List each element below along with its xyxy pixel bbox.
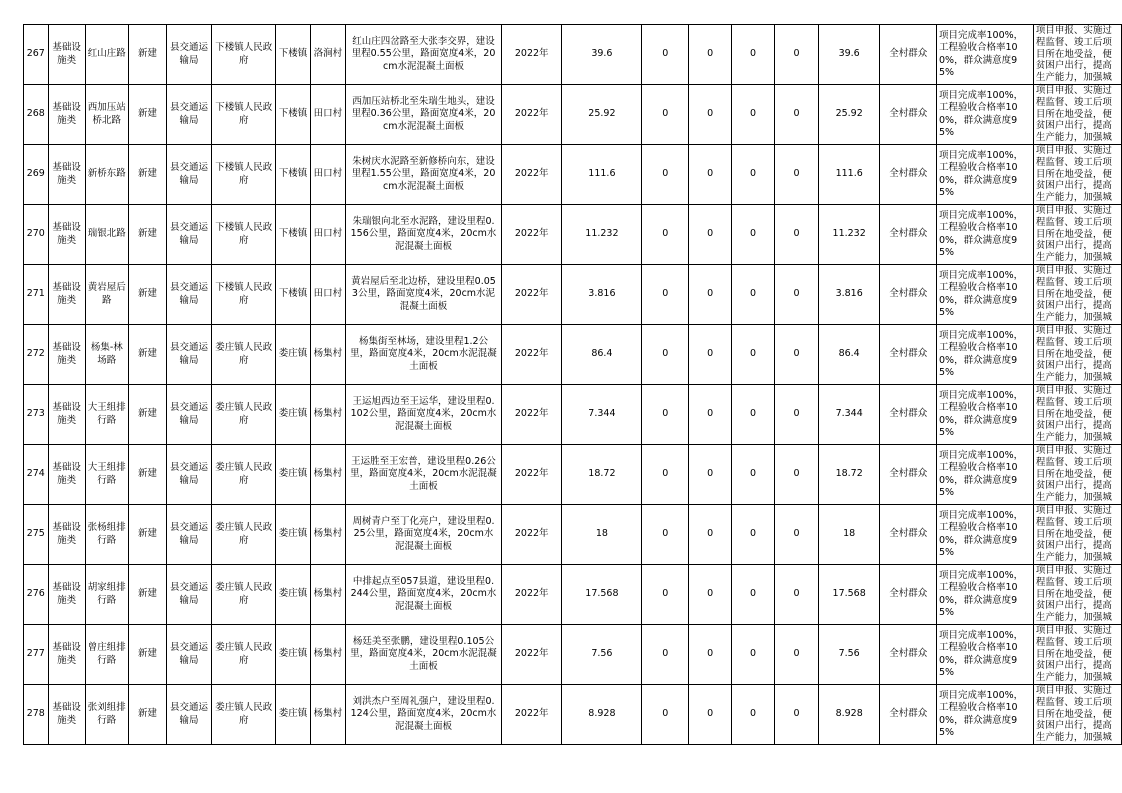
cell-year: 2022年	[501, 565, 561, 625]
cell-c5: 25.92	[818, 85, 879, 145]
cell-c2: 0	[689, 385, 732, 445]
cell-town: 下楼镇	[276, 145, 310, 205]
cell-c2: 0	[689, 85, 732, 145]
cell-town: 娄庄镇	[276, 685, 310, 745]
cell-mechanism	[1033, 505, 1121, 565]
cell-total: 18	[562, 505, 642, 565]
cell-no: 276	[24, 565, 49, 625]
cell-c5: 18	[818, 505, 879, 565]
table-row	[24, 385, 1122, 445]
cell-beneficiary: 全村群众	[880, 625, 937, 685]
cell-village: 田口村	[310, 145, 345, 205]
cell-mechanism-text: 项目申报、实施过程监督、竣工后项目所在地受益，便贫困户出行，提高生产能力，加强城	[1035, 445, 1112, 504]
cell-c4: 0	[775, 85, 819, 145]
cell-total: 111.6	[562, 145, 642, 205]
cell-mechanism-text: 项目申报、实施过程监督、竣工后项目所在地受益，便贫困户出行，提高生产能力，加强城	[1035, 85, 1112, 144]
cell-mechanism	[1033, 445, 1121, 505]
cell-c3: 0	[732, 505, 775, 565]
cell-beneficiary: 全村群众	[880, 445, 937, 505]
table-row	[24, 85, 1122, 145]
cell-mechanism-text: 项目申报、实施过程监督、竣工后项目所在地受益，便贫困户出行，提高生产能力，加强城	[1035, 625, 1112, 684]
cell-beneficiary: 全村群众	[880, 385, 937, 445]
cell-mechanism	[1033, 325, 1121, 385]
cell-year: 2022年	[501, 685, 561, 745]
cell-dept: 县交通运输局	[167, 205, 212, 265]
cell-c4: 0	[775, 685, 819, 745]
cell-total: 18.72	[562, 445, 642, 505]
cell-dept: 县交通运输局	[167, 385, 212, 445]
cell-beneficiary: 全村群众	[880, 25, 937, 85]
cell-year: 2022年	[501, 325, 561, 385]
cell-beneficiary: 全村群众	[880, 325, 937, 385]
cell-mechanism	[1033, 385, 1121, 445]
cell-no: 275	[24, 505, 49, 565]
cell-year: 2022年	[501, 145, 561, 205]
cell-c2: 0	[689, 205, 732, 265]
cell-c2: 0	[689, 445, 732, 505]
cell-content: 西加压站桥北至朱瑞生地头，建设里程0.36公里，路面宽度4米，20cm水泥混凝土面板	[346, 85, 502, 145]
cell-c1: 0	[642, 685, 689, 745]
cell-name: 瑞银北路	[85, 205, 128, 265]
cell-unit: 娄庄镇人民政府	[212, 385, 276, 445]
cell-no: 271	[24, 265, 49, 325]
cell-village: 洛涧村	[310, 25, 345, 85]
cell-unit: 下楼镇人民政府	[212, 25, 276, 85]
cell-name: 大王组排行路	[85, 385, 128, 445]
cell-dept: 县交通运输局	[167, 625, 212, 685]
cell-target: 项目完成率100%，工程验收合格率100%，群众满意度95%	[937, 85, 1034, 145]
cell-type: 新建	[128, 85, 166, 145]
cell-village: 杨集村	[310, 685, 345, 745]
cell-c4: 0	[775, 385, 819, 445]
table-row	[24, 205, 1122, 265]
cell-unit: 娄庄镇人民政府	[212, 625, 276, 685]
cell-town: 娄庄镇	[276, 625, 310, 685]
cell-c5: 11.232	[818, 205, 879, 265]
cell-town: 下楼镇	[276, 265, 310, 325]
cell-village: 杨集村	[310, 565, 345, 625]
cell-town: 娄庄镇	[276, 505, 310, 565]
cell-unit: 下楼镇人民政府	[212, 205, 276, 265]
cell-type: 新建	[128, 25, 166, 85]
cell-name: 新桥东路	[85, 145, 128, 205]
cell-village: 杨集村	[310, 385, 345, 445]
cell-type: 新建	[128, 325, 166, 385]
cell-category: 基础设施类	[48, 445, 85, 505]
cell-c3: 0	[732, 385, 775, 445]
cell-c4: 0	[775, 325, 819, 385]
cell-dept: 县交通运输局	[167, 85, 212, 145]
table-row	[24, 25, 1122, 85]
cell-total: 8.928	[562, 685, 642, 745]
cell-c1: 0	[642, 145, 689, 205]
cell-mechanism-text: 项目申报、实施过程监督、竣工后项目所在地受益，便贫困户出行，提高生产能力，加强城	[1035, 325, 1112, 384]
cell-c1: 0	[642, 625, 689, 685]
cell-category: 基础设施类	[48, 145, 85, 205]
cell-name: 杨集-林场路	[85, 325, 128, 385]
cell-year: 2022年	[501, 445, 561, 505]
cell-total: 86.4	[562, 325, 642, 385]
cell-beneficiary: 全村群众	[880, 85, 937, 145]
cell-total: 3.816	[562, 265, 642, 325]
cell-c3: 0	[732, 685, 775, 745]
cell-c1: 0	[642, 265, 689, 325]
cell-c5: 3.816	[818, 265, 879, 325]
table-row	[24, 145, 1122, 205]
cell-unit: 娄庄镇人民政府	[212, 445, 276, 505]
cell-village: 田口村	[310, 265, 345, 325]
cell-dept: 县交通运输局	[167, 25, 212, 85]
cell-total: 7.344	[562, 385, 642, 445]
cell-dept: 县交通运输局	[167, 565, 212, 625]
cell-target: 项目完成率100%，工程验收合格率100%，群众满意度95%	[937, 565, 1034, 625]
cell-c2: 0	[689, 625, 732, 685]
cell-c3: 0	[732, 265, 775, 325]
cell-c2: 0	[689, 265, 732, 325]
cell-dept: 县交通运输局	[167, 445, 212, 505]
cell-type: 新建	[128, 565, 166, 625]
cell-c5: 111.6	[818, 145, 879, 205]
cell-content: 杨廷美至张鹏，建设里程0.105公里，路面宽度4米，20cm水泥混凝土面板	[346, 625, 502, 685]
cell-village: 田口村	[310, 85, 345, 145]
cell-mechanism	[1033, 85, 1121, 145]
cell-mechanism	[1033, 25, 1121, 85]
cell-town: 娄庄镇	[276, 445, 310, 505]
cell-dept: 县交通运输局	[167, 145, 212, 205]
cell-category: 基础设施类	[48, 625, 85, 685]
cell-c2: 0	[689, 25, 732, 85]
cell-category: 基础设施类	[48, 325, 85, 385]
cell-c4: 0	[775, 25, 819, 85]
cell-dept: 县交通运输局	[167, 265, 212, 325]
cell-category: 基础设施类	[48, 565, 85, 625]
cell-year: 2022年	[501, 625, 561, 685]
table-row	[24, 325, 1122, 385]
cell-mechanism-text: 项目申报、实施过程监督、竣工后项目所在地受益，便贫困户出行，提高生产能力，加强城	[1035, 25, 1112, 84]
cell-dept: 县交通运输局	[167, 505, 212, 565]
cell-type: 新建	[128, 625, 166, 685]
cell-target: 项目完成率100%，工程验收合格率100%，群众满意度95%	[937, 385, 1034, 445]
cell-no: 278	[24, 685, 49, 745]
cell-name: 大王组排行路	[85, 445, 128, 505]
cell-name: 胡家组排行路	[85, 565, 128, 625]
table-row	[24, 625, 1122, 685]
cell-c4: 0	[775, 445, 819, 505]
cell-c2: 0	[689, 505, 732, 565]
cell-type: 新建	[128, 265, 166, 325]
cell-unit: 下楼镇人民政府	[212, 265, 276, 325]
cell-c1: 0	[642, 85, 689, 145]
cell-no: 274	[24, 445, 49, 505]
cell-town: 娄庄镇	[276, 385, 310, 445]
cell-c5: 8.928	[818, 685, 879, 745]
cell-content: 周树青户至丁化亮户，建设里程0.25公里，路面宽度4米，20cm水泥混凝土面板	[346, 505, 502, 565]
cell-mechanism-text: 项目申报、实施过程监督、竣工后项目所在地受益，便贫困户出行，提高生产能力，加强城	[1035, 385, 1112, 444]
cell-c3: 0	[732, 325, 775, 385]
cell-mechanism	[1033, 265, 1121, 325]
cell-mechanism	[1033, 565, 1121, 625]
cell-unit: 下楼镇人民政府	[212, 85, 276, 145]
cell-town: 下楼镇	[276, 205, 310, 265]
cell-no: 270	[24, 205, 49, 265]
cell-mechanism-text: 项目申报、实施过程监督、竣工后项目所在地受益，便贫困户出行，提高生产能力，加强城	[1035, 685, 1112, 744]
cell-mechanism-text: 项目申报、实施过程监督、竣工后项目所在地受益，便贫困户出行，提高生产能力，加强城	[1035, 205, 1112, 264]
cell-town: 下楼镇	[276, 25, 310, 85]
cell-unit: 娄庄镇人民政府	[212, 685, 276, 745]
cell-village: 杨集村	[310, 505, 345, 565]
cell-c5: 17.568	[818, 565, 879, 625]
cell-target: 项目完成率100%，工程验收合格率100%，群众满意度95%	[937, 145, 1034, 205]
cell-total: 11.232	[562, 205, 642, 265]
cell-year: 2022年	[501, 265, 561, 325]
cell-village: 杨集村	[310, 445, 345, 505]
cell-c3: 0	[732, 445, 775, 505]
cell-unit: 下楼镇人民政府	[212, 145, 276, 205]
cell-content: 王运胜至王宏普，建设里程0.26公里，路面宽度4米，20cm水泥混凝土面板	[346, 445, 502, 505]
cell-c2: 0	[689, 325, 732, 385]
cell-category: 基础设施类	[48, 85, 85, 145]
cell-name: 张杨组排行路	[85, 505, 128, 565]
cell-unit: 娄庄镇人民政府	[212, 325, 276, 385]
cell-c3: 0	[732, 625, 775, 685]
cell-c4: 0	[775, 625, 819, 685]
cell-c4: 0	[775, 205, 819, 265]
cell-dept: 县交通运输局	[167, 325, 212, 385]
cell-no: 273	[24, 385, 49, 445]
cell-type: 新建	[128, 445, 166, 505]
cell-town: 娄庄镇	[276, 565, 310, 625]
cell-total: 7.56	[562, 625, 642, 685]
cell-content: 红山庄四岔路至大张李交界，建设里程0.55公里，路面宽度4米，20cm水泥混凝土面板	[346, 25, 502, 85]
cell-c5: 7.344	[818, 385, 879, 445]
cell-beneficiary: 全村群众	[880, 205, 937, 265]
cell-dept: 县交通运输局	[167, 685, 212, 745]
cell-c3: 0	[732, 25, 775, 85]
cell-mechanism-text: 项目申报、实施过程监督、竣工后项目所在地受益，便贫困户出行，提高生产能力，加强城	[1035, 565, 1112, 624]
cell-category: 基础设施类	[48, 385, 85, 445]
cell-c1: 0	[642, 25, 689, 85]
cell-c1: 0	[642, 325, 689, 385]
cell-target: 项目完成率100%，工程验收合格率100%，群众满意度95%	[937, 25, 1034, 85]
cell-category: 基础设施类	[48, 505, 85, 565]
cell-c4: 0	[775, 265, 819, 325]
cell-content: 刘洪杰户至周礼强户，建设里程0.124公里，路面宽度4米，20cm水泥混凝土面板	[346, 685, 502, 745]
cell-total: 25.92	[562, 85, 642, 145]
cell-mechanism	[1033, 145, 1121, 205]
cell-mechanism-text: 项目申报、实施过程监督、竣工后项目所在地受益，便贫困户出行，提高生产能力，加强城	[1035, 265, 1112, 324]
table-row	[24, 565, 1122, 625]
cell-c2: 0	[689, 565, 732, 625]
cell-category: 基础设施类	[48, 685, 85, 745]
cell-c5: 39.6	[818, 25, 879, 85]
cell-year: 2022年	[501, 385, 561, 445]
cell-content: 朱树庆水泥路至新修桥向东，建设里程1.55公里，路面宽度4米，20cm水泥混凝土面板	[346, 145, 502, 205]
cell-name: 曾庄组排行路	[85, 625, 128, 685]
cell-beneficiary: 全村群众	[880, 265, 937, 325]
cell-village: 杨集村	[310, 625, 345, 685]
table-row	[24, 505, 1122, 565]
cell-unit: 娄庄镇人民政府	[212, 565, 276, 625]
cell-category: 基础设施类	[48, 265, 85, 325]
cell-c1: 0	[642, 205, 689, 265]
cell-target: 项目完成率100%，工程验收合格率100%，群众满意度95%	[937, 325, 1034, 385]
cell-content: 黄岩屋后至北边桥，建设里程0.053公里，路面宽度4米，20cm水泥混凝土面板	[346, 265, 502, 325]
cell-target: 项目完成率100%，工程验收合格率100%，群众满意度95%	[937, 625, 1034, 685]
cell-c1: 0	[642, 505, 689, 565]
cell-name: 西加压站桥北路	[85, 85, 128, 145]
cell-target: 项目完成率100%，工程验收合格率100%，群众满意度95%	[937, 685, 1034, 745]
cell-village: 杨集村	[310, 325, 345, 385]
cell-town: 下楼镇	[276, 85, 310, 145]
cell-target: 项目完成率100%，工程验收合格率100%，群众满意度95%	[937, 265, 1034, 325]
cell-mechanism	[1033, 625, 1121, 685]
cell-year: 2022年	[501, 505, 561, 565]
cell-no: 269	[24, 145, 49, 205]
cell-unit: 娄庄镇人民政府	[212, 505, 276, 565]
cell-c5: 86.4	[818, 325, 879, 385]
cell-year: 2022年	[501, 205, 561, 265]
cell-beneficiary: 全村群众	[880, 685, 937, 745]
cell-category: 基础设施类	[48, 25, 85, 85]
table-row	[24, 445, 1122, 505]
cell-no: 277	[24, 625, 49, 685]
cell-name: 红山庄路	[85, 25, 128, 85]
cell-total: 17.568	[562, 565, 642, 625]
cell-mechanism-text: 项目申报、实施过程监督、竣工后项目所在地受益，便贫困户出行，提高生产能力，加强城	[1035, 145, 1112, 204]
cell-mechanism	[1033, 685, 1121, 745]
project-table	[23, 24, 1122, 745]
cell-target: 项目完成率100%，工程验收合格率100%，群众满意度95%	[937, 445, 1034, 505]
cell-c4: 0	[775, 505, 819, 565]
cell-content: 杨集街至林场，建设里程1.2公里，路面宽度4米，20cm水泥混凝土面板	[346, 325, 502, 385]
cell-total: 39.6	[562, 25, 642, 85]
cell-c2: 0	[689, 145, 732, 205]
cell-content: 中排起点至057县道，建设里程0.244公里，路面宽度4米，20cm水泥混凝土面板	[346, 565, 502, 625]
cell-mechanism	[1033, 205, 1121, 265]
cell-year: 2022年	[501, 25, 561, 85]
cell-c4: 0	[775, 145, 819, 205]
cell-village: 田口村	[310, 205, 345, 265]
cell-category: 基础设施类	[48, 205, 85, 265]
cell-c5: 18.72	[818, 445, 879, 505]
cell-no: 272	[24, 325, 49, 385]
cell-beneficiary: 全村群众	[880, 505, 937, 565]
cell-c3: 0	[732, 85, 775, 145]
cell-beneficiary: 全村群众	[880, 565, 937, 625]
cell-c3: 0	[732, 565, 775, 625]
cell-c4: 0	[775, 565, 819, 625]
cell-name: 黄岩屋后路	[85, 265, 128, 325]
cell-content: 王运旭西边至王运华，建设里程0.102公里，路面宽度4米，20cm水泥混凝土面板	[346, 385, 502, 445]
table-body	[24, 25, 1122, 745]
cell-target: 项目完成率100%，工程验收合格率100%，群众满意度95%	[937, 205, 1034, 265]
cell-type: 新建	[128, 685, 166, 745]
cell-year: 2022年	[501, 85, 561, 145]
cell-target: 项目完成率100%，工程验收合格率100%，群众满意度95%	[937, 505, 1034, 565]
cell-c5: 7.56	[818, 625, 879, 685]
table-row	[24, 685, 1122, 745]
cell-no: 268	[24, 85, 49, 145]
cell-town: 娄庄镇	[276, 325, 310, 385]
cell-c3: 0	[732, 145, 775, 205]
cell-type: 新建	[128, 505, 166, 565]
cell-type: 新建	[128, 145, 166, 205]
table-row	[24, 265, 1122, 325]
cell-c1: 0	[642, 385, 689, 445]
cell-c1: 0	[642, 445, 689, 505]
cell-content: 朱瑞银向北至水泥路，建设里程0.156公里，路面宽度4米，20cm水泥混凝土面板	[346, 205, 502, 265]
cell-c3: 0	[732, 205, 775, 265]
cell-type: 新建	[128, 205, 166, 265]
cell-mechanism-text: 项目申报、实施过程监督、竣工后项目所在地受益，便贫困户出行，提高生产能力，加强城	[1035, 505, 1112, 564]
cell-type: 新建	[128, 385, 166, 445]
cell-c1: 0	[642, 565, 689, 625]
cell-no: 267	[24, 25, 49, 85]
cell-name: 张刘组排行路	[85, 685, 128, 745]
cell-c2: 0	[689, 685, 732, 745]
cell-beneficiary: 全村群众	[880, 145, 937, 205]
